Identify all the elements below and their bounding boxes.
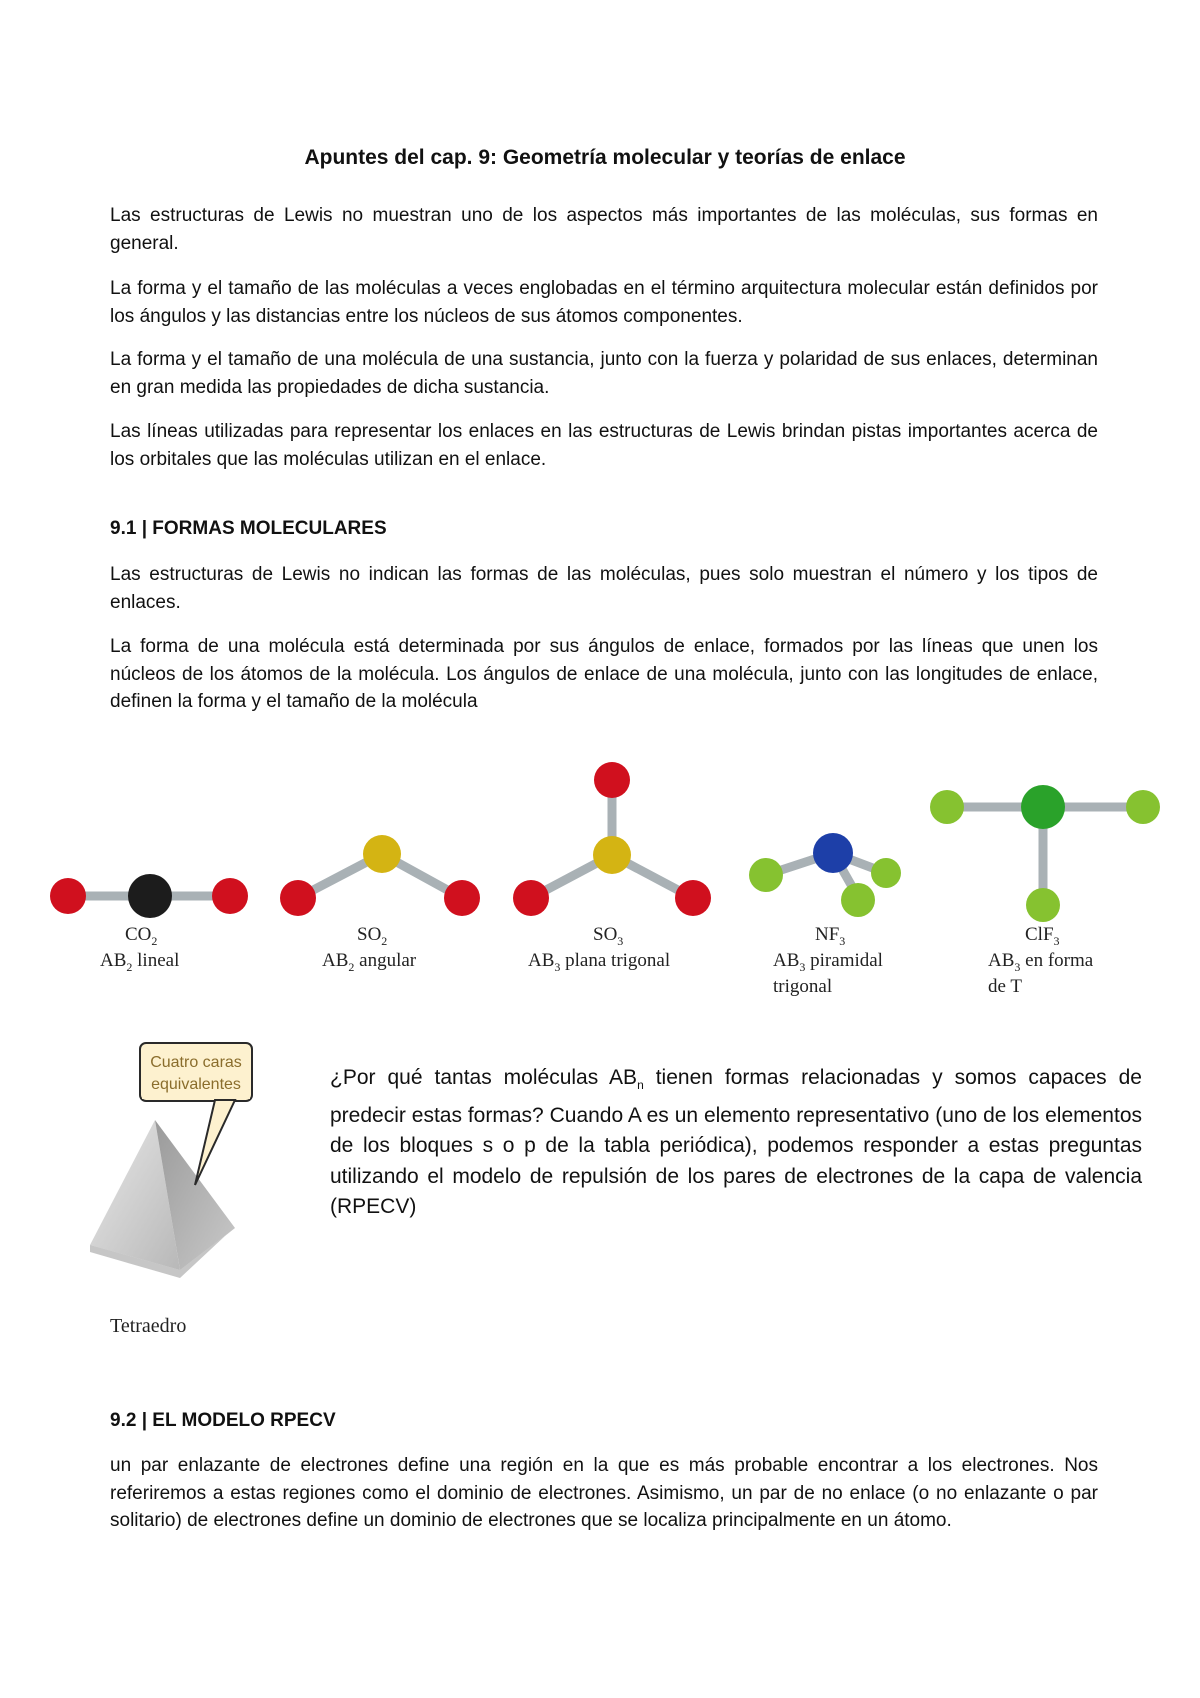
co2-type: $AB_2$ lineal [100, 949, 180, 974]
so2-formula: $SO_2$ [357, 924, 388, 948]
oxygen-atom [280, 880, 316, 916]
co2-formula: $CO_2$ [125, 924, 158, 948]
oxygen-atom [513, 880, 549, 916]
so3-formula: $SO_3$ [593, 924, 624, 948]
so3-molecule-image [505, 755, 720, 930]
clf3-formula: ClF$_3$ [1025, 924, 1060, 948]
clf3-type: $AB_3$ en forma [988, 949, 1094, 974]
callout-text-line2: equivalentes [151, 1076, 241, 1093]
oxygen-atom [212, 878, 248, 914]
page-title: Apuntes del cap. 9: Geometría molecular y teorías de enlace [304, 146, 906, 169]
co2-molecule-image [40, 860, 255, 930]
section2-paragraph: un par enlazante de electrones define una región en la que es más probable encontrar a los electrones. Nos referiremos a estas regiones como el dominio de electrones. Asimismo, un par de no enlace (o no enlazante o par solitario) de electrones define un dominio de electrones que se localiza principalmente en un átomo. [110, 1455, 1098, 1531]
intro-paragraph-1: Las estructuras de Lewis no muestran uno de los aspectos más importantes de las moléculas, sus formas en general. [110, 205, 1098, 254]
nf3-caption [773, 924, 883, 997]
nf3-type-line2: trigonal [773, 975, 833, 997]
sulfur-atom [593, 836, 631, 874]
so2-caption [322, 924, 417, 977]
side-paragraph: ¿Por qué tantas moléculas $AB_n$ tienen formas relacionadas y somos capaces de predecir estas formas? Cuando A es un elemento representativo (uno de los elementos de los bloques s o p de la tabla periódica), podemos responder a estas preguntas utilizando el modelo de repulsión de los pares de electrones de la capa de valencia (RPECV) [330, 1066, 1142, 1219]
fluorine-atom [871, 858, 901, 888]
intro-paragraph-3: La forma y el tamaño de una molécula de una sustancia, junto con la fuerza y polaridad de sus enlaces, determinan en gran medida las propiedades de dicha sustancia. [110, 349, 1098, 398]
oxygen-atom [444, 880, 480, 916]
nitrogen-atom [813, 833, 853, 873]
fluorine-atom [841, 883, 875, 917]
oxygen-atom [594, 762, 630, 798]
clf3-molecule-image [925, 780, 1165, 930]
tetrahedron-caption: Tetraedro [110, 1315, 187, 1337]
so3-type: $AB_3$ plana trigonal [528, 949, 671, 974]
chlorine-atom [1021, 785, 1065, 829]
nf3-formula: $NF_3$ [815, 924, 846, 948]
intro-paragraph-2: La forma y el tamaño de las moléculas a veces englobadas en el término arquitectura molecular están definidos por los ángulos y las distancias entre los núcleos de sus átomos componentes. [110, 278, 1098, 327]
clf3-caption [988, 924, 1094, 997]
so3-caption [528, 924, 671, 977]
callout-text-line1: Cuatro caras [150, 1054, 242, 1071]
so2-type: $AB_2$ angular [322, 949, 417, 974]
oxygen-atom [50, 878, 86, 914]
tetrahedron-image [85, 1040, 260, 1290]
fluorine-atom [930, 790, 964, 824]
co2-caption [100, 924, 180, 977]
section-heading-9-1: 9.1 | FORMAS MOLECULARES [110, 518, 387, 539]
callout-pointer [195, 1100, 235, 1185]
section1-paragraph-1: Las estructuras de Lewis no indican las formas de las moléculas, pues solo muestran el número y los tipos de enlaces. [110, 564, 1098, 613]
so2-molecule-image [272, 820, 487, 930]
fluorine-atom [1026, 888, 1060, 922]
oxygen-atom [675, 880, 711, 916]
fluorine-atom [749, 858, 783, 892]
fluorine-atom [1126, 790, 1160, 824]
carbon-atom [128, 874, 172, 918]
nf3-molecule-image [738, 825, 908, 930]
sulfur-atom [363, 835, 401, 873]
nf3-type: $AB_3$ piramidal [773, 949, 883, 974]
clf3-type-line2: de T [988, 975, 1022, 997]
section-heading-9-2: 9.2 | EL MODELO RPECV [110, 1410, 336, 1431]
intro-paragraph-4: Las líneas utilizadas para representar los enlaces en las estructuras de Lewis brindan pistas importantes acerca de los orbitales que las moléculas utilizan en el enlace. [110, 421, 1098, 470]
section1-paragraph-2: La forma de una molécula está determinada por sus ángulos de enlace, formados por las líneas que unen los núcleos de los átomos de la molécula. Los ángulos de enlace de una molécula, junto con las longitudes de enlace, definen la forma y el tamaño de la molécula [110, 636, 1098, 712]
